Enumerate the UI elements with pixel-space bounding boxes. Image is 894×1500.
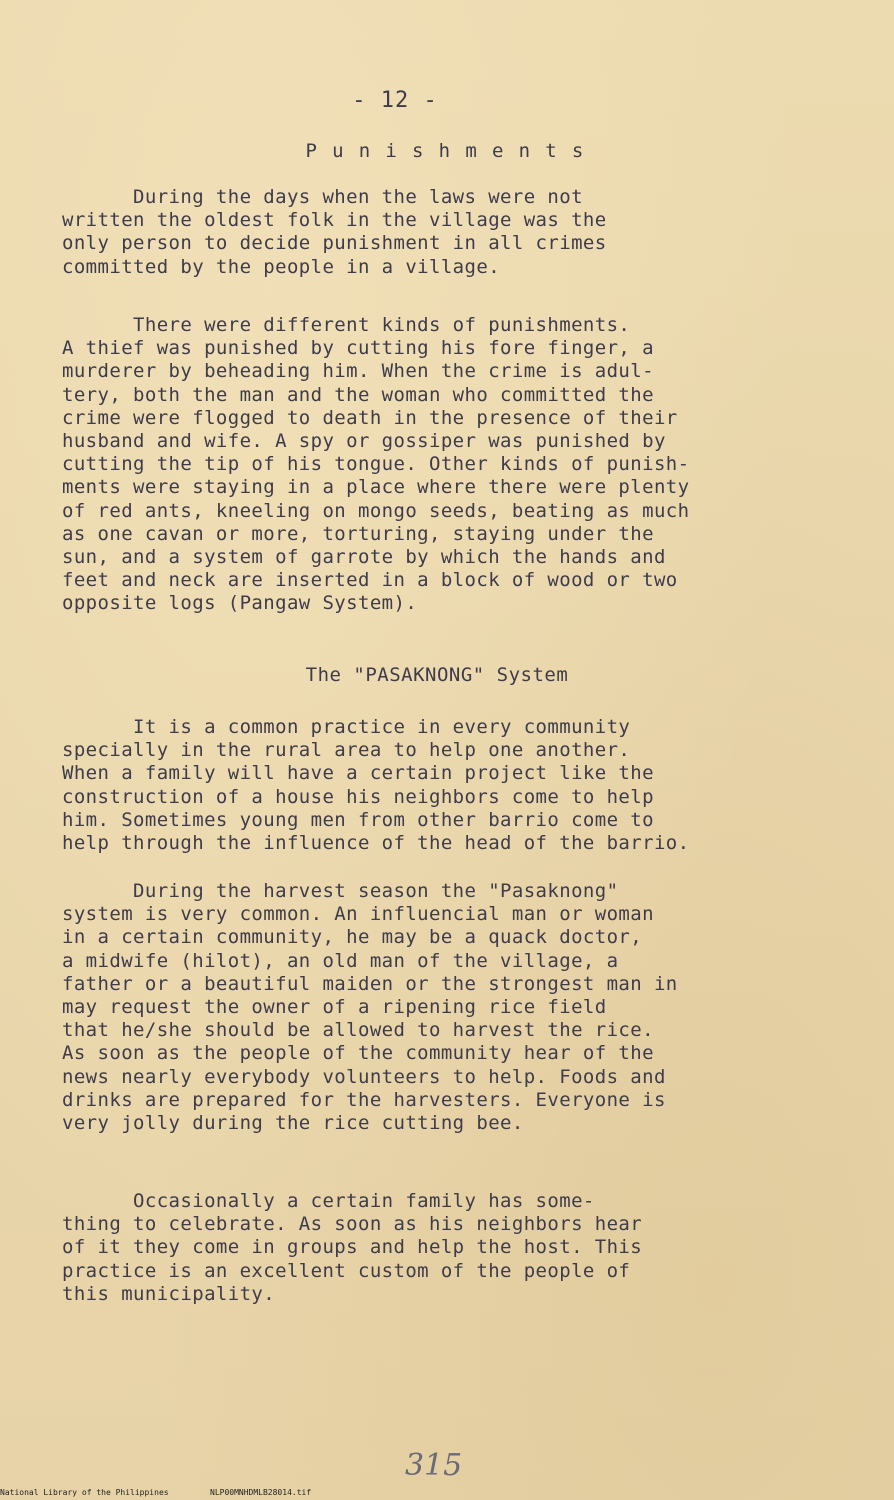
text-line: Occasionally a certain family has some- xyxy=(62,1190,595,1212)
text-line: may request the owner of a ripening rice field xyxy=(62,996,607,1019)
paragraph-5 xyxy=(62,1190,852,1306)
page-title: Punishments xyxy=(305,140,599,162)
text-line: opposite logs (Pangaw System). xyxy=(62,592,418,615)
text-line: a midwife (hilot), an old man of the village, a xyxy=(62,949,619,972)
page-number: - 12 - xyxy=(352,88,438,113)
text-line: feet and neck are inserted in a block of wood or two xyxy=(62,569,678,592)
text-line: There were different kinds of punishments. xyxy=(62,314,631,336)
paragraph-1 xyxy=(62,186,852,279)
paragraph-3 xyxy=(62,716,852,855)
text-line: cutting the tip of his tongue. Other kinds of punish- xyxy=(62,453,690,476)
text-line: committed by the people in a village. xyxy=(62,255,501,278)
text-line: very jolly during the rice cutting bee. xyxy=(62,1112,524,1135)
footer-library-name: National Library of the Philippines xyxy=(0,1488,169,1497)
text-line: drinks are prepared for the harvesters. Everyone is xyxy=(62,1088,666,1111)
section-heading: The "PASAKNONG" System xyxy=(305,664,569,686)
text-line: news nearly everybody volunteers to help. Foods and xyxy=(62,1065,666,1088)
text-line: specially in the rural area to help one another. xyxy=(62,739,631,762)
text-line: A thief was punished by cutting his fore finger, a xyxy=(62,337,654,360)
text-line: husband and wife. A spy or gossiper was punished by xyxy=(62,430,666,453)
text-line: only person to decide punishment in all crimes xyxy=(62,232,607,255)
text-line: During the days when the laws were not xyxy=(62,186,583,208)
text-line: As soon as the people of the community hear of the xyxy=(62,1042,654,1065)
text-line: It is a common practice in every community xyxy=(62,716,631,738)
text-line: During the harvest season the "Pasaknong" xyxy=(62,880,619,902)
paragraph-2 xyxy=(62,314,852,616)
text-line: When a family will have a certain project like the xyxy=(62,762,654,785)
text-line: this municipality. xyxy=(62,1282,276,1305)
text-line: crime were flogged to death in the presence of their xyxy=(62,406,678,429)
text-line: of red ants, kneeling on mongo seeds, beating as much xyxy=(62,499,690,522)
paragraph-4 xyxy=(62,880,852,1135)
text-line: help through the influence of the head of the barrio. xyxy=(62,832,690,855)
text-line: murderer by beheading him. When the crime is adul- xyxy=(62,360,654,383)
text-line: father or a beautiful maiden or the strongest man in xyxy=(62,972,678,995)
text-line: him. Sometimes young men from other barrio come to xyxy=(62,808,654,831)
text-line: ments were staying in a place where there were plenty xyxy=(62,476,690,499)
text-line: sun, and a system of garrote by which the hands and xyxy=(62,546,666,569)
handwritten-folio-number: 315 xyxy=(405,1448,463,1483)
text-line: thing to celebrate. As soon as his neighbors hear xyxy=(62,1213,643,1236)
text-line: in a certain community, he may be a quack doctor, xyxy=(62,926,643,949)
text-line: construction of a house his neighbors come to help xyxy=(62,785,654,808)
text-line: tery, both the man and the woman who committed the xyxy=(62,383,654,406)
text-line: practice is an excellent custom of the people of xyxy=(62,1259,631,1282)
text-line: that he/she should be allowed to harvest the rice. xyxy=(62,1019,654,1042)
text-line: of it they come in groups and help the host. This xyxy=(62,1236,643,1259)
text-line: as one cavan or more, torturing, staying under the xyxy=(62,522,654,545)
text-line: written the oldest folk in the village was the xyxy=(62,209,607,232)
footer-filename: NLP00MNHDMLB28014.tif xyxy=(210,1488,312,1497)
text-line: system is very common. An influencial man or woman xyxy=(62,903,654,926)
